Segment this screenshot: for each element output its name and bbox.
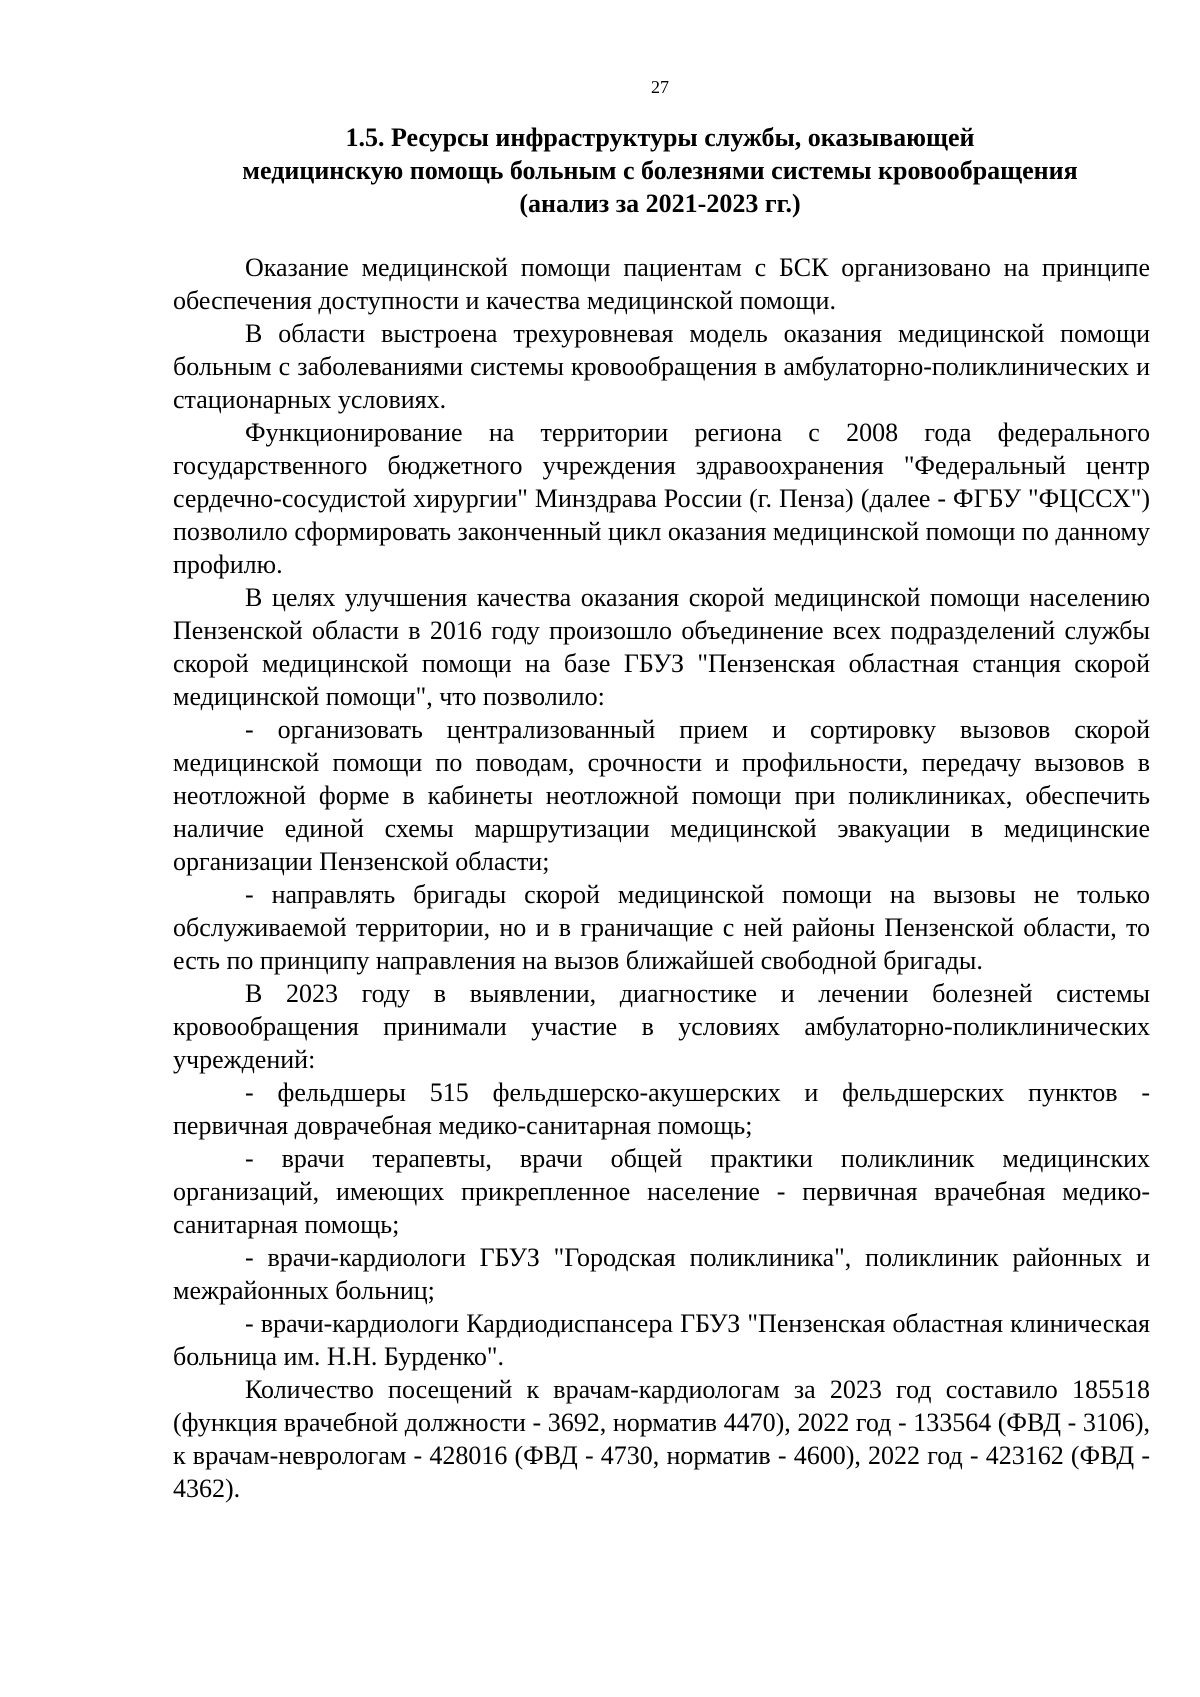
paragraph-federal-center: Функционирование на территории региона с 2008 года федерального государственного бюджетного учреждения здравоохранения "Федеральный центр сердечно-сосудистой хирургии" Минздрава России (г. Пенза) (далее - ФГБУ "ФЦССХ") позволило сформировать законченный цикл оказания медицинской помощи по данному профилю. [173,418,1150,579]
page-number: 27 [651,77,669,97]
paragraph-2023-participants: В 2023 году в выявлении, диагностике и лечении болезней системы кровообращения принимали участие в условиях амбулаторно-поликлинических учреждений: [173,979,1150,1074]
paragraph-emergency-merger: В целях улучшения качества оказания скорой медицинской помощи населению Пензенской области в 2016 году произошло объединение всех подразделений службы скорой медицинской помощи на базе ГБУЗ "Пензенская областная станция скорой медицинской помощи", что позволило: [173,583,1150,711]
paragraph-three-level-model: В области выстроена трехуровневая модель оказания медицинской помощи больным с заболеваниями системы кровообращения в амбулаторно-поликлинических и стационарных условиях. [173,319,1150,414]
paragraph-visit-statistics: Количество посещений к врачам-кардиологам за 2023 год составило 185518 (функция врачебной должности - 3692, норматив 4470), 2022 год - 133564 (ФВД - 3106), к врачам-неврологам - 428016 (ФВД - 4730, норматив - 4600), 2022 год - 423162 (ФВД - 4362). [173,1375,1150,1503]
list-item-centralized-reception: - организовать централизованный прием и сортировку вызовов скорой медицинской помощи по поводам, срочности и профильности, передачу вызовов в неотложной форме в кабинеты неотложной помощи при поликлиниках, обеспечить наличие единой схемы маршрутизации медицинской эвакуации в медицинские организации Пензенской области; [173,715,1150,876]
list-item-therapists: - врачи терапевты, врачи общей практики поликлиник медицинских организаций, имеющих прикрепленное население - первичная врачебная медико-санитарная помощь; [173,1144,1150,1239]
heading-line-2: медицинскую помощь больным с болезнями системы кровообращения [242,156,1078,185]
document-body [173,251,1150,1505]
paragraph-access-principle: Оказание медицинской помощи пациентам с БСК организовано на принципе обеспечения доступности и качества медицинской помощи. [173,253,1150,315]
list-item-paramedics: - фельдшеры 515 фельдшерско-акушерских и фельдшерских пунктов - первичная доврачебная медико-санитарная помощь; [173,1078,1150,1140]
section-heading [170,121,1150,220]
heading-line-3: (анализ за 2021-2023 гг.) [519,189,801,218]
heading-line-1: 1.5. Ресурсы инфраструктуры службы, оказывающей [345,123,975,152]
list-item-cardiologists-city: - врачи-кардиологи ГБУЗ "Городская поликлиника", поликлиник районных и межрайонных больниц; [173,1243,1150,1305]
list-item-dispatch-brigades: - направлять бригады скорой медицинской помощи на вызовы не только обслуживаемой территории, но и в граничащие с ней районы Пензенской области, то есть по принципу направления на вызов ближайшей свободной бригады. [173,880,1150,975]
list-item-cardiologists-dispensary: - врачи-кардиологи Кардиодиспансера ГБУЗ "Пензенская областная клиническая больница им. Н.Н. Бурденко". [173,1309,1150,1371]
